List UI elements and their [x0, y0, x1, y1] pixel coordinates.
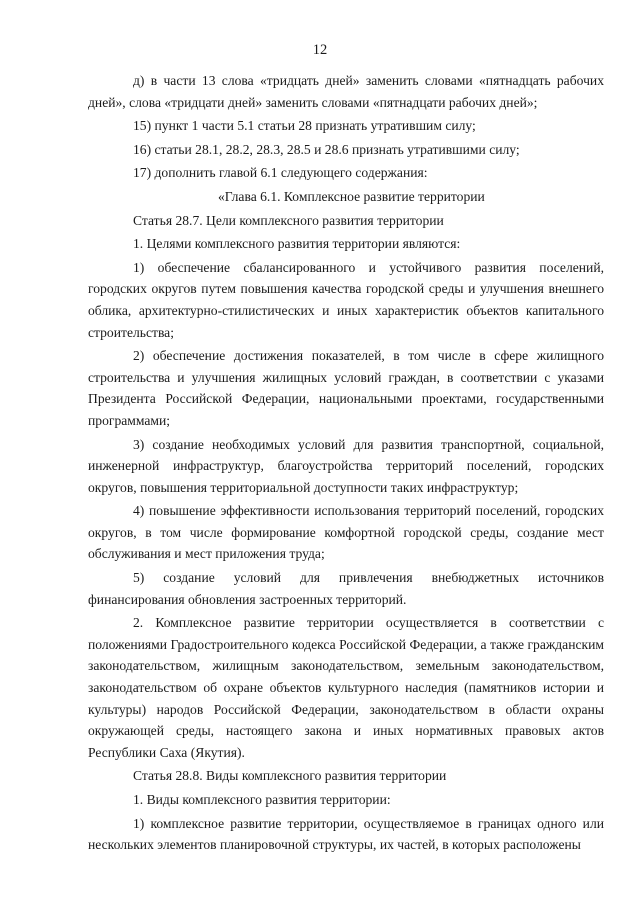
article-28-8-heading: Статья 28.8. Виды комплексного развития территории — [133, 768, 447, 784]
chapter-heading: «Глава 6.1. Комплексное развитие территории — [218, 188, 485, 204]
paragraph-goals-intro: 1. Целями комплексного развития территории являются: — [133, 236, 461, 252]
page-number: 12 — [312, 42, 328, 58]
paragraph-goal-2: 2) обеспечение достижения показателей, в том числе в сфере жилищного строительства и улучшения жилищных условий граждан, в соответствии с указами Президента Российской Федерации, национальными проектами, государственными программами; — [88, 348, 604, 428]
paragraph-item-16: 16) статьи 28.1, 28.2, 28.3, 28.5 и 28.6 признать утратившими силу; — [133, 141, 520, 157]
paragraph-goal-5: 5) создание условий для привлечения внебюджетных источников финансирования обновления застроенных территорий. — [88, 570, 604, 607]
paragraph-types-intro: 1. Виды комплексного развития территории: — [133, 792, 391, 807]
paragraph-item-15: 15) пункт 1 части 5.1 статьи 28 признать утратившим силу; — [133, 118, 476, 134]
paragraph-goal-4: 4) повышение эффективности использования территорий поселений, городских округов, в том числе формирование комфортной городской среды, создание мест обслуживания и мест приложения труда; — [88, 503, 604, 562]
paragraph-item-17: 17) дополнить главой 6.1 следующего содержания: — [133, 165, 428, 181]
paragraph-type-1: 1) комплексное развитие территории, осуществляемое в границах одного или нескольких элементов планировочной структуры, их частей, в которых расположены — [88, 815, 604, 853]
paragraph-goal-1: 1) обеспечение сбалансированного и устойчивого развития поселений, городских округов путем повышения качества городской среды и улучшения внешнего облика, архитектурно-стилистических и иных характеристик объектов капитального строительства; — [88, 259, 604, 340]
paragraph-section-2: 2. Комплексное развитие территории осуществляется в соответствии с положениями Градостроительного кодекса Российской Федерации, а также гражданским законодательством, жилищным законодательством, земельным законодательством, законодательством об охране объектов культурного наследия (памятников истории и культуры) народов Российской Федерации, законодательством в области охраны окружающей среды, настоящего закона и иных нормативных правовых актов Республики Саха (Якутия). — [88, 615, 604, 760]
article-28-7-heading: Статья 28.7. Цели комплексного развития территории — [133, 212, 444, 228]
document-body — [88, 70, 604, 856]
paragraph-goal-3: 3) создание необходимых условий для развития транспортной, социальной, инженерной инфраструктур, благоустройства территорий поселений, городских округов, повышения территориальной доступности таких инфраструктур; — [88, 436, 604, 495]
paragraph-d-part-13: д) в части 13 слова «тридцать дней» заменить словами «пятнадцать рабочих дней», слова «тридцати дней» заменить словами «пятнадцати рабочих дней»; — [88, 73, 604, 110]
